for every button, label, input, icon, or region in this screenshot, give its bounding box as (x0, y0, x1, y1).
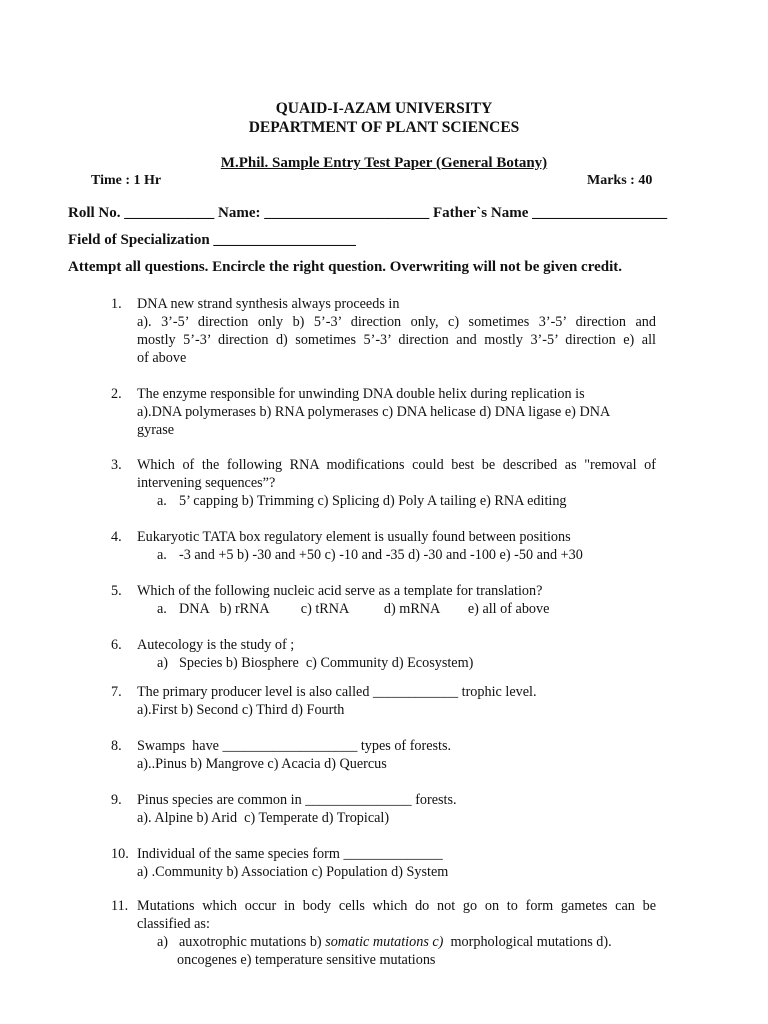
question-number: 2. (111, 386, 122, 402)
university-name: QUAID-I-AZAM UNIVERSITY (275, 100, 493, 117)
question-options-line: oncogenes e) temperature sensitive mutations (177, 952, 436, 968)
question-3 (111, 456, 656, 510)
question-stem: Pinus species are common in _______________ forests. (137, 792, 457, 808)
question-2 (111, 385, 656, 439)
question-stem: Mutations which occur in body cells which do not go on to form gametes can be (137, 898, 656, 914)
question-stem: Autecology is the study of ; (137, 637, 295, 653)
question-stem: The enzyme responsible for unwinding DNA double helix during replication is (137, 386, 585, 402)
question-stem: Which of the following nucleic acid serve as a template for translation? (137, 583, 543, 599)
question-number: 11. (111, 898, 129, 914)
option-text-italic: somatic mutations c) (325, 934, 444, 950)
question-number: 5. (111, 583, 122, 599)
question-options-line: of above (137, 350, 187, 366)
option-marker: a) (157, 655, 169, 671)
question-11 (111, 897, 656, 969)
question-number: 3. (111, 457, 122, 473)
question-number: 9. (111, 792, 122, 808)
question-number: 1. (111, 296, 122, 312)
option-marker: a. (157, 547, 167, 563)
question-number: 6. (111, 637, 122, 653)
question-options-line: gyrase (137, 422, 175, 438)
question-options-line (157, 654, 656, 672)
question-stem: Individual of the same species form ______________ (137, 846, 443, 862)
question-1 (111, 295, 656, 367)
department-name: DEPARTMENT OF PLANT SCIENCES (248, 119, 520, 136)
marks-label: Marks : 40 (587, 173, 653, 188)
question-stem: Eukaryotic TATA box regulatory element is usually found between positions (137, 529, 571, 545)
option-text: 5’ capping b) Trimming c) Splicing d) Poly A tailing e) RNA editing (179, 493, 567, 509)
instructions: Attempt all questions. Encircle the right question. Overwriting will not be given credit. (68, 259, 622, 275)
question-9 (111, 791, 656, 827)
question-stem: Swamps have ___________________ types of forests. (137, 738, 452, 754)
question-number: 10. (111, 846, 129, 862)
question-options-line: mostly 5’-3’ direction d) sometimes 5’-3’ direction and mostly 3’-5’ direction e) all (137, 332, 656, 348)
question-options-line (157, 933, 656, 951)
option-text: DNA b) rRNA c) tRNA d) mRNA e) all of above (179, 601, 550, 617)
option-text: morphological mutations d). (443, 934, 612, 950)
question-stem: The primary producer level is also called ____________ trophic level. (137, 684, 537, 700)
question-stem: intervening sequences”? (137, 475, 276, 491)
option-marker: a. (157, 601, 167, 617)
question-7 (111, 683, 656, 719)
question-4 (111, 528, 656, 564)
option-text: Species b) Biosphere c) Community d) Ecosystem) (179, 655, 474, 671)
time-label: Time : 1 Hr (91, 173, 162, 188)
paper-title (0, 155, 768, 172)
question-options-line: a).DNA polymerases b) RNA polymerases c) DNA helicase d) DNA ligase e) DNA (137, 404, 611, 420)
question-number: 7. (111, 684, 122, 700)
option-marker: a. (157, 493, 167, 509)
question-stem: DNA new strand synthesis always proceeds in (137, 296, 400, 312)
question-options-line: a).First b) Second c) Third d) Fourth (137, 702, 345, 718)
question-options-line: a). 3’-5’ direction only b) 5’-3’ direction only, c) sometimes 3’-5’ direction and (137, 314, 656, 330)
question-options-line: a) .Community b) Association c) Population d) System (137, 864, 449, 880)
question-options-line: a)..Pinus b) Mangrove c) Acacia d) Quercus (137, 756, 387, 772)
option-text: auxotrophic mutations b) (179, 934, 326, 950)
question-options-line: a). Alpine b) Arid c) Temperate d) Tropical) (137, 810, 390, 826)
question-options-line (157, 492, 656, 510)
question-10 (111, 845, 656, 881)
question-number: 8. (111, 738, 122, 754)
question-8 (111, 737, 656, 773)
option-marker: a) (157, 934, 169, 950)
question-options-line (157, 546, 656, 564)
roll-name-line: Roll No. ____________ Name: ______________________ Father`s Name __________________ (68, 205, 668, 221)
question-6 (111, 636, 656, 672)
question-stem: classified as: (137, 916, 210, 932)
paper-title-text: M.Phil. Sample Entry Test Paper (General Botany) (220, 155, 548, 171)
question-stem: Which of the following RNA modifications could best be described as "removal of (137, 457, 656, 473)
field-line: Field of Specialization ___________________ (68, 232, 356, 248)
question-number: 4. (111, 529, 122, 545)
question-5 (111, 582, 656, 618)
question-options-line (157, 600, 656, 618)
option-text: -3 and +5 b) -30 and +50 c) -10 and -35 d) -30 and -100 e) -50 and +30 (179, 547, 583, 563)
